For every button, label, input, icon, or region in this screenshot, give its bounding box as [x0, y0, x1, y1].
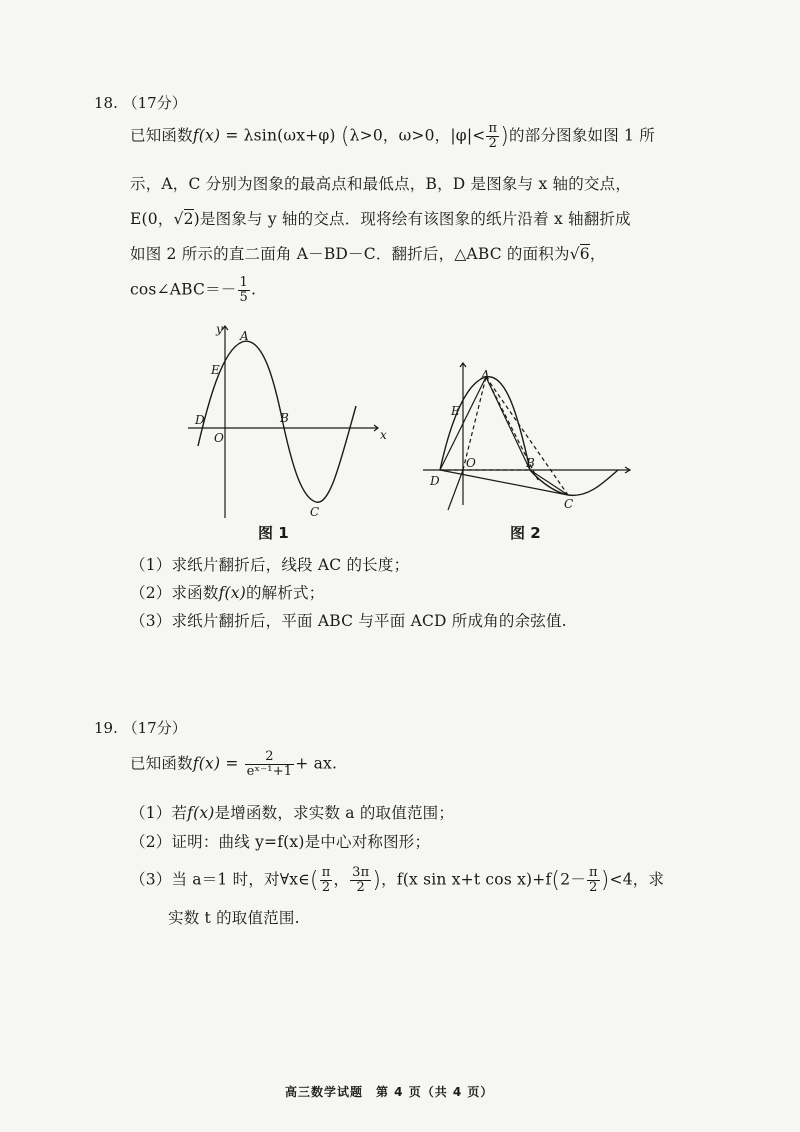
sqrt-value: 6: [579, 245, 590, 263]
q19-number: 19.: [94, 719, 118, 737]
label-A: A: [481, 368, 490, 382]
label-y: y: [216, 322, 223, 336]
text: )是图象与 y 轴的交点．现将绘有该图象的纸片沿着 x 轴翻折成: [193, 210, 631, 228]
q18-line1: [130, 122, 655, 151]
fig2-caption: 图 2: [510, 524, 541, 542]
text: 的解析式；: [245, 584, 325, 602]
q19-sub2: （2）证明：曲线 y=f(x)是中心对称图形；: [130, 833, 431, 851]
sine-curve: [198, 341, 356, 502]
math-eq: =: [220, 754, 244, 773]
sqrt-value: 2: [183, 210, 194, 228]
text: （3）当 a＝1 时，对∀x∈: [130, 870, 310, 889]
text: （1）若: [130, 804, 188, 822]
q18-header: [94, 92, 187, 113]
frac-den: 2: [356, 880, 365, 895]
label-O: O: [214, 431, 224, 445]
fraction: [238, 276, 250, 305]
text: ，f(x sin x+t cos x)+f: [381, 870, 552, 889]
q19-line1: [130, 750, 337, 779]
math-cond: λ>0，ω>0，|φ|<: [349, 126, 486, 145]
frac-den: 2: [589, 880, 598, 895]
math-fx: f(x): [192, 126, 221, 145]
frac-num: 2: [245, 750, 295, 765]
curve-lower: [530, 470, 618, 495]
text: E(0，: [130, 210, 174, 228]
text: 2－: [560, 870, 586, 889]
q19-sub3: [130, 866, 664, 895]
label-E: E: [451, 404, 460, 418]
q18-sub3: （3）求纸片翻折后，平面 ABC 与平面 ACD 所成角的余弦值.: [130, 612, 567, 630]
text: 的部分图象如图 1 所: [509, 126, 655, 145]
text: ，: [333, 870, 350, 889]
q18-points: （17分）: [122, 94, 187, 112]
paren-open: (: [340, 124, 350, 149]
frac-den: 2: [488, 136, 498, 151]
text: 如图 2 所示的直二面角 A－BD－C．翻折后，△ABC 的面积为: [130, 245, 570, 263]
paren-close: ): [500, 124, 510, 149]
frac-den: eˣ⁻¹+1: [246, 764, 293, 779]
label-C: C: [310, 505, 320, 519]
q18-sub2: [130, 581, 324, 603]
text: （2）求函数: [130, 584, 219, 602]
curve-upper: [440, 377, 530, 470]
fraction: [350, 866, 371, 895]
label-D: D: [195, 413, 205, 427]
text: ，: [589, 245, 606, 263]
paren-close: ): [600, 868, 610, 893]
figure-1: [180, 318, 390, 523]
label-C: C: [564, 497, 574, 511]
paren-close: ): [372, 868, 382, 893]
fraction: [320, 866, 333, 895]
q18-line4: 如图 2 所示的直二面角 A－BD－C．翻折后，△ABC 的面积为√6，: [130, 245, 606, 263]
frac-den: 2: [321, 880, 331, 895]
q19-points: （17分）: [122, 719, 187, 737]
text: cos∠ABC＝－: [130, 280, 237, 299]
text: + ax.: [295, 754, 338, 773]
label-D: D: [430, 474, 440, 488]
fraction: [486, 122, 499, 151]
seg-AC-dashed: [486, 377, 568, 495]
q18-number: 18.: [94, 94, 118, 112]
q18-sub1: （1）求纸片翻折后，线段 AC 的长度；: [130, 556, 410, 574]
y-axis-lower: [448, 470, 463, 510]
fig1-caption: 图 1: [258, 524, 289, 542]
text: 是增函数，求实数 a 的取值范围；: [214, 804, 455, 822]
paren-open: (: [309, 868, 319, 893]
q18-line5: [130, 276, 256, 305]
label-B: B: [280, 411, 289, 425]
label-O: O: [466, 456, 476, 470]
label-E: E: [211, 363, 220, 377]
q18-line2: 示，A，C 分别为图象的最高点和最低点，B，D 是图象与 x 轴的交点，: [130, 175, 632, 193]
label-A: A: [240, 329, 249, 343]
math-eq: = λsin(ωx+φ): [220, 126, 336, 145]
math-fx: f(x): [192, 754, 221, 773]
text: 已知函数: [130, 754, 193, 773]
text: .: [250, 280, 257, 299]
fraction: [245, 750, 295, 779]
label-B: B: [526, 456, 535, 470]
math-fx: f(x): [187, 804, 215, 822]
text: 已知函数: [130, 126, 193, 145]
q19-sub1: [130, 801, 454, 823]
frac-num: π: [488, 121, 498, 136]
q19-header: [94, 717, 187, 738]
q19-sub3-line2: 实数 t 的取值范围.: [168, 909, 300, 927]
frac-num: 3π: [352, 865, 370, 880]
label-x: x: [380, 428, 387, 442]
q18-line3: E(0，√2)是图象与 y 轴的交点．现将绘有该图象的纸片沿着 x 轴翻折成: [130, 210, 631, 228]
frac-num: π: [588, 865, 598, 880]
math-fx: f(x): [218, 584, 246, 602]
frac-num: π: [321, 865, 331, 880]
text: <4，求: [609, 870, 665, 889]
frac-den: 5: [239, 290, 248, 305]
page-footer: 高三数学试题 第 4 页（共 4 页）: [285, 1085, 494, 1099]
fraction: [587, 866, 600, 895]
figure-2: [418, 355, 638, 515]
frac-num: 1: [239, 275, 248, 290]
paren-open: (: [551, 868, 561, 893]
